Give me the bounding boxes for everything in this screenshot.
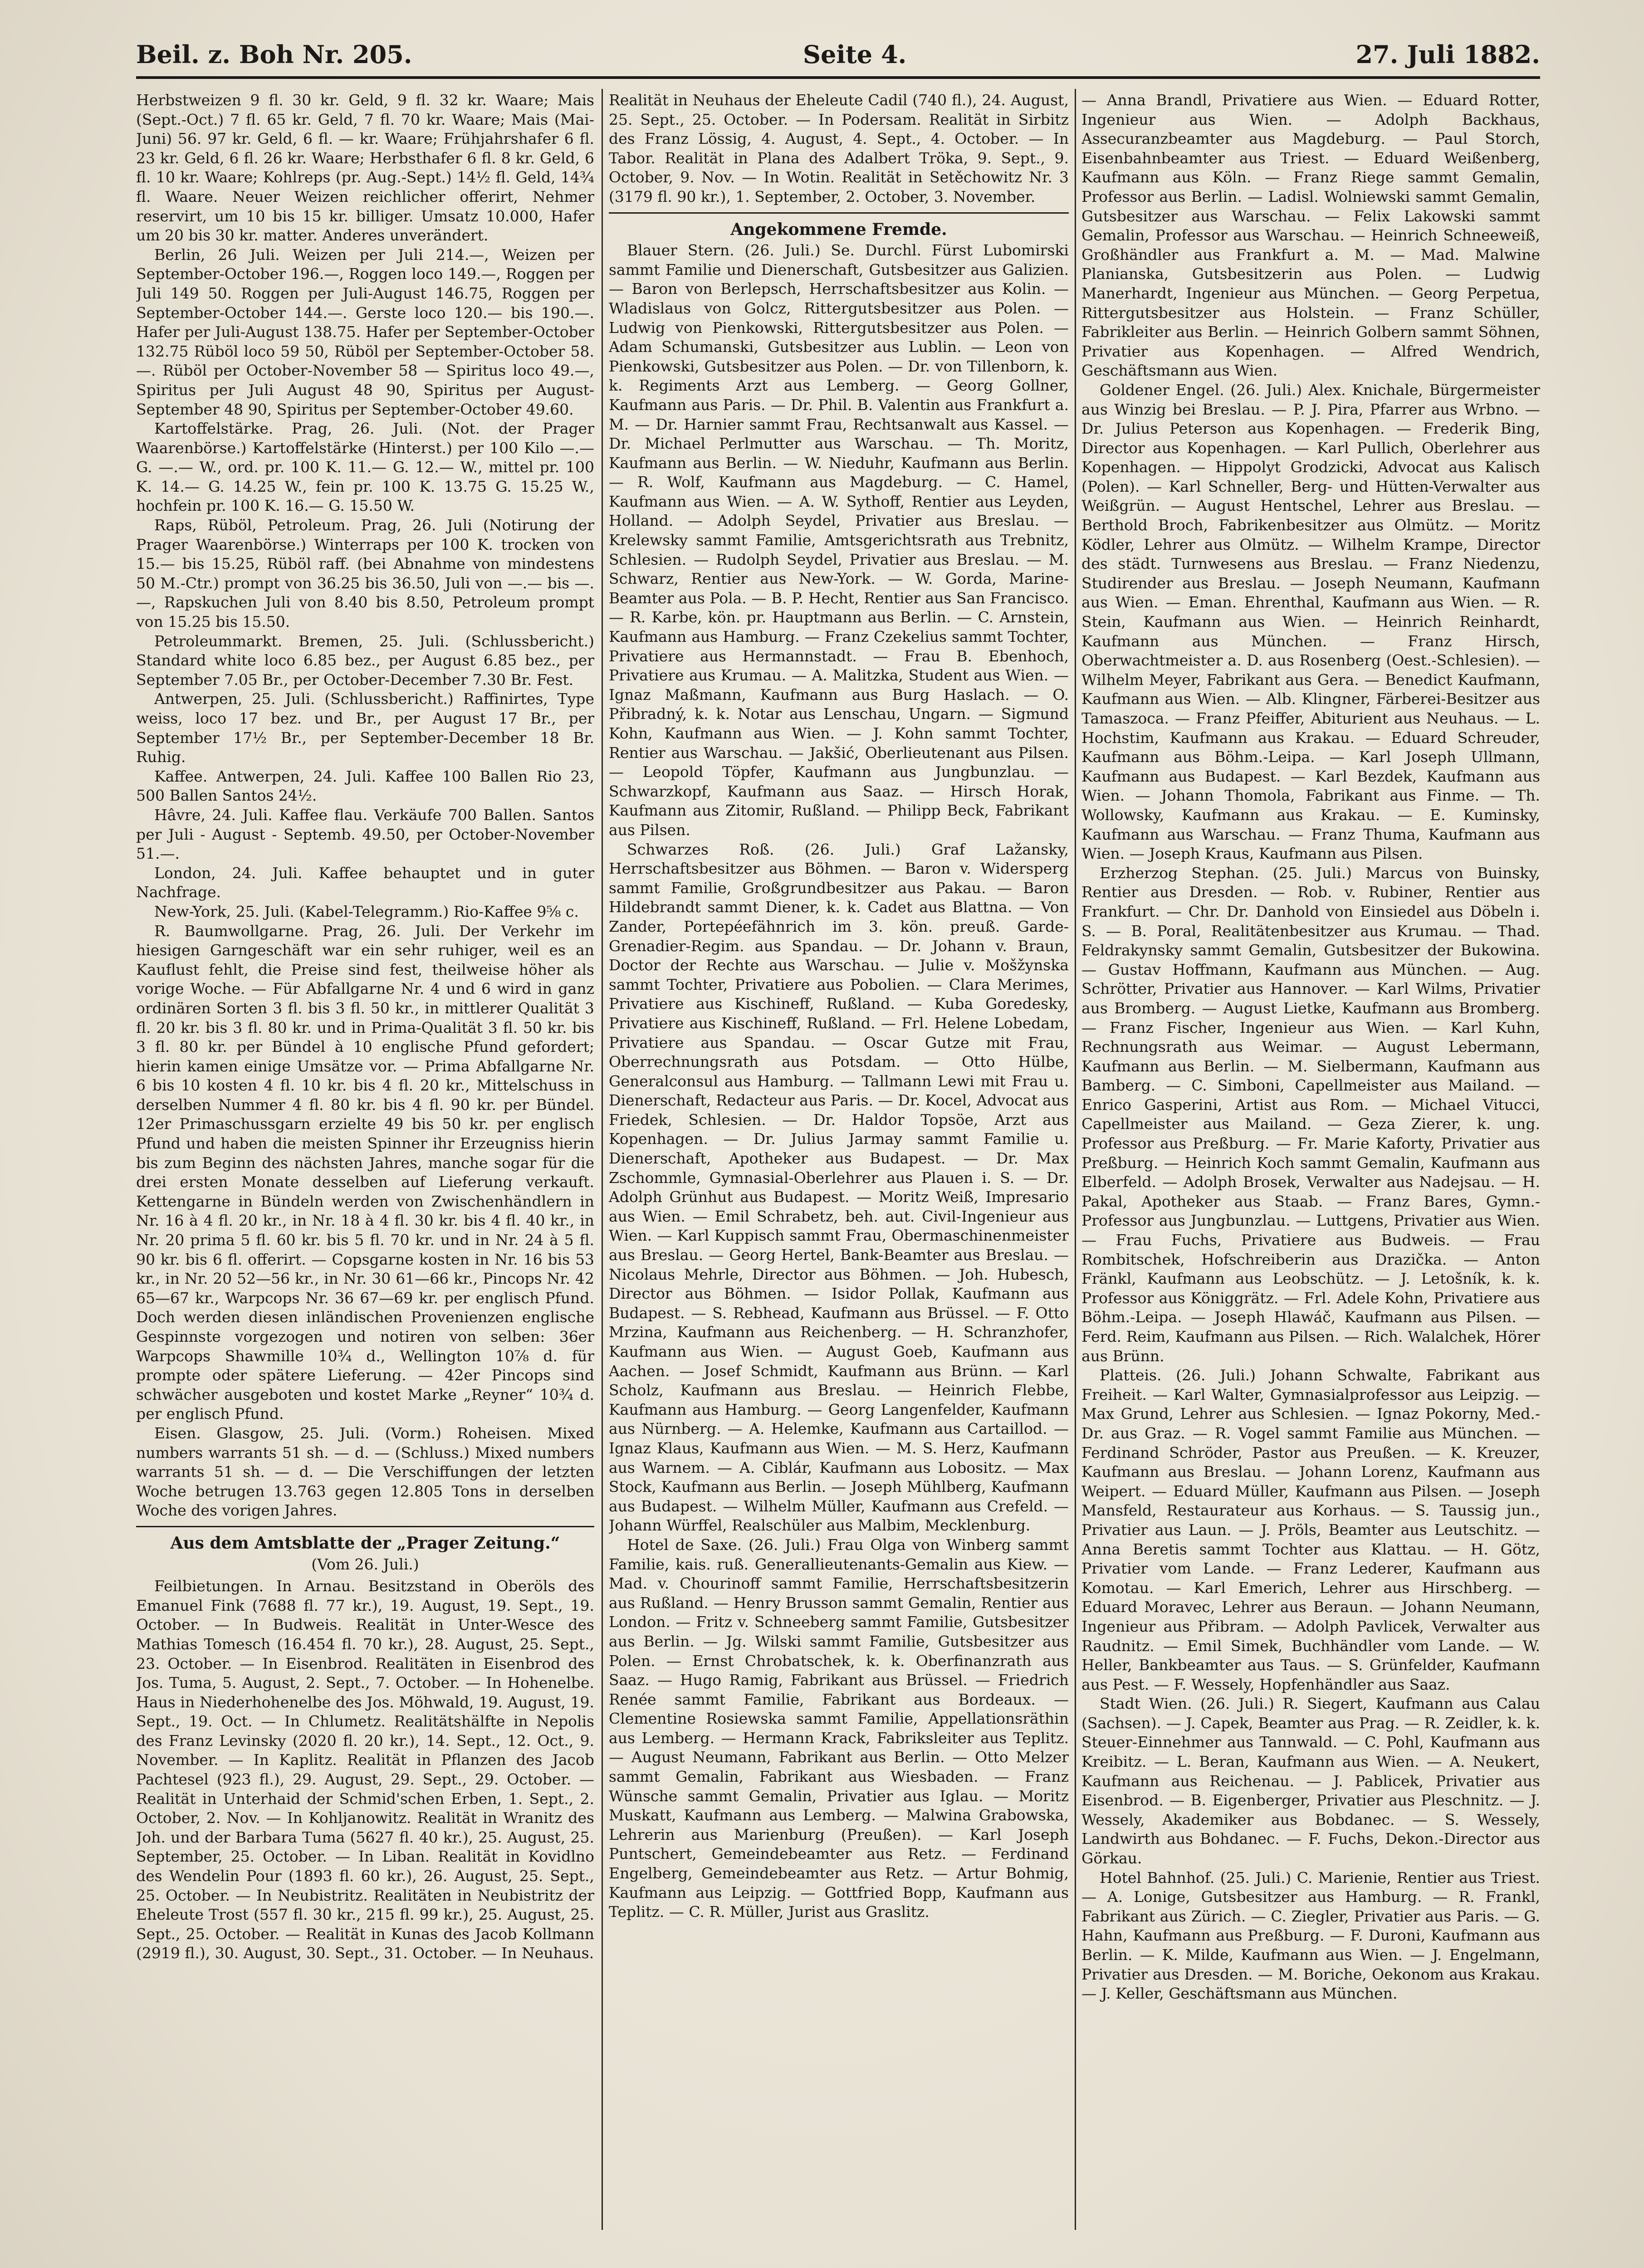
hotel-list-continued: — Anna Brandl, Privatiere aus Wien. — Eduard Rotter, Ingenieur aus Wien. — Adolph Backhaus, Assecuranzbeamter aus Magdeburg. — Paul Storch, Eisenbahnbeamter aus Triest. — Eduard Weißenberg, Kaufmann aus Köln. — Franz Riege sammt Gemalin, Professor aus Berlin. — Ladisl. Wolniewski sammt Gemalin, Gutsbesitzer aus Warschau. — Felix Lakowski sammt Gemalin, Professor aus Warschau. — Heinrich Schneeweiß, Großhändler aus Frankfurt a. M. — Mad. Malwine Planianska, Gutsbesitzerin aus Polen. — Ludwig Manerhardt, Ingenieur aus München. — Georg Perpetua, Rittergutsbesitzer aus Holstein. — Franz Schüller, Fabrikleiter aus Berlin. — Heinrich Golbern sammt Söhnen, Privatier aus Kopenhagen. — Alfred Wendrich, Geschäftsmann aus Wien.	[1081, 91, 1540, 380]
fremde-title: Angekommene Fremde.	[730, 220, 947, 239]
section-rule	[609, 212, 1069, 214]
market-report: Kaffee. Antwerpen, 24. Juli. Kaffee 100 Ballen Rio 23, 500 Ballen Santos 24½.	[136, 767, 594, 805]
column-3	[1081, 91, 1540, 2223]
page-header	[136, 35, 1540, 76]
header-rule	[136, 76, 1540, 79]
feilbietungen-continued: Realität in Neuhaus der Eheleute Cadil (740 fl.), 24. August, 25. Sept., 25. October. — In Podersam. Realität in Sirbitz des Franz Lössig, 4. August, 4. Sept., 4. October. — In Tabor. Realität in Plana des Adalbert Tröka, 9. Sept., 9. October, 9. Nov. — In Wotin. Realität in Setěchowitz Nr. 3 (3179 fl. 90 kr.), 1. September, 2. October, 3. November.	[609, 91, 1069, 205]
amtsblatt-text: Feilbietungen. In Arnau. Besitzstand in Oberöls des Emanuel Fink (7688 fl. 77 kr.), 19. August, 19. Sept., 19. October. — In Budweis. Realität in Unter-Wesce des Mathias Tomesch (16.454 fl. 70 kr.), 28. August, 25. Sept., 23. October. — In Eisenbrod. Realitäten in Eisenbrod des Jos. Tuma, 5. August, 2. Sept., 7. October. — In Hohenelbe. Haus in Niederhohenelbe des Jos. Möhwald, 19. August, 19. Sept., 19. Oct. — In Chlumetz. Realitätshälfte in Nepolis des Franz Levinsky (2020 fl. 20 kr.), 14. Sept., 12. Oct., 9. November. — In Kaplitz. Realität in Pflanzen des Jacob Pachtesel (923 fl.), 29. August, 29. Sept., 29. October. — Realität in Unterhaid der Schmid'schen Erben, 1. Sept., 2. October, 2. Nov. — In Kohljanowitz. Realität in Wranitz des Joh. und der Barbara Tuma (5627 fl. 40 kr.), 25. August, 25. September, 25. October. — In Liban. Realität in Kovidlno des Wendelin Pour (1893 fl. 60 kr.), 26. August, 25. Sept., 25. October. — In Neubistritz. Realitäten in Neubistritz der Eheleute Trost (557 fl. 30 kr., 215 fl. 99 kr.), 25. August, 25. Sept., 25. October. — Realität in Kunas des Jacob Kollmann (2919 fl.), 30. August, 30. Sept., 31. October. — In Neuhaus.	[136, 1577, 594, 1962]
hotel-erzherzog-stephan: Erzherzog Stephan. (25. Juli.) Marcus von Buinsky, Rentier aus Dresden. — Rob. v. Rubiner, Rentier aus Frankfurt. — Chr. Dr. Danhold von Einsiedel aus Döbeln i. S. — B. Poral, Realitätenbesitzer aus Krumau. — Thad. Feldrakynsky sammt Gemalin, Gutsbesitzer der Bukowina. — Gustav Hoffmann, Kaufmann aus München. — Aug. Schrötter, Privatier aus Hannover. — Karl Wilms, Privatier aus Bromberg. — August Lietke, Kaufmann aus Bromberg. — Franz Fischer, Ingenieur aus Wien. — Karl Kuhn, Rechnungsrath aus Weimar. — August Lebermann, Kaufmann aus Berlin. — M. Sielbermann, Kaufmann aus Bamberg. — C. Simboni, Capellmeister aus Mailand. — Enrico Gasperini, Artist aus Rom. — Michael Vitucci, Capellmeister aus Mailand. — Geza Zierer, k. ung. Professor aus Preßburg. — Fr. Marie Kaforty, Privatier aus Preßburg. — Heinrich Koch sammt Gemalin, Kaufmann aus Elberfeld. — Adolph Brosek, Verwalter aus Nadejsau. — H. Pakal, Apotheker aus Staab. — Franz Bares, Gymn.-Professor aus Jungbunzlau. — Luttgens, Privatier aus Wien. — Frau Fuchs, Privatiere aus Budweis. — Frau Rombitschek, Hofschreiberin aus Drazička. — Anton Fränkl, Kaufmann aus Leobschütz. — J. Letošník, k. k. Professor aus Königgrätz. — Frl. Adele Kohn, Privatiere aus Böhm.-Leipa. — Joseph Hlawáč, Kaufmann aus Pilsen. — Ferd. Reim, Kaufmann aus Pilsen. — Rich. Walalchek, Hörer aus Brünn.	[1081, 864, 1540, 1365]
section-rule	[136, 1526, 594, 1527]
market-report: Kartoffelstärke. Prag, 26. Juli. (Not. der Prager Waarenbörse.) Kartoffelstärke (Hinterst.) per 100 Kilo —.— G. —.— W., ord. pr. 100 K. 11.— G. 12.— W., mittel pr. 100 K. 14.— G. 14.25 W., fein pr. 100 K. 13.75 G. 15.25 W., hochfein pr. 100 K. 16.— G. 15.50 W.	[136, 420, 594, 515]
column-divider	[602, 89, 603, 2230]
page-number: Seite 4.	[803, 40, 907, 69]
hotel-blauer-stern: Blauer Stern. (26. Juli.) Se. Durchl. Fürst Lubomirski sammt Familie und Dienerschaft, Gutsbesitzer aus Galizien. — Baron von Berlepsch, Herrschaftsbesitzer aus Kolin. — Wladislaus von Golcz, Rittergutsbesitzer aus Polen. — Ludwig von Pienkowski, Rittergutsbesitzer aus Polen. — Adam Schumanski, Gutsbesitzer aus Lublin. — Leon von Pienkowski, Gutsbesitzer aus Polen. — Dr. von Tillenborn, k. k. Regiments Arzt aus Lemberg. — Georg Gollner, Kaufmann aus Paris. — Dr. Phil. B. Valentin aus Frankfurt a. M. — Dr. Harnier sammt Frau, Rechtsanwalt aus Kassel. — Dr. Michael Perlmutter aus Warschau. — Th. Moritz, Kaufmann aus Berlin. — W. Nieduhr, Kaufmann aus Berlin. — R. Wolf, Kaufmann aus Magdeburg. — C. Hamel, Kaufmann aus Wien. — A. W. Sythoff, Rentier aus Leyden, Holland. — Adolph Seydel, Privatier aus Breslau. — Krelewsky sammt Familie, Amtsgerichtsrath aus Trebnitz, Schlesien. — Rudolph Seydel, Privatier aus Breslau. — M. Schwarz, Rentier aus New-York. — W. Gorda, Marine-Beamter aus Pola. — B. P. Hecht, Rentier aus San Francisco. — R. Karbe, kön. pr. Hauptmann aus Berlin. — C. Arnstein, Kaufmann aus Hamburg. — Franz Czekelius sammt Tochter, Privatiere aus Hermannstadt. — Frau B. Ebenhoch, Privatiere aus Krumau. — A. Malitzka, Student aus Wien. — Ignaz Maßmann, Kaufmann aus Burg Haslach. — O. Přibradný, k. k. Notar aus Lenschau, Ungarn. — Sigmund Kohn, Kaufmann aus Wien. — J. Kohn sammt Tochter, Rentier aus Warschau. — Jakšić, Oberlieutenant aus Pilsen. — Leopold Töpfer, Kaufmann aus Jungbunzlau. — Schwarzkopf, Kaufmann aus Saaz. — Hirsch Horak, Kaufmann aus Zitomir, Rußland. — Philipp Beck, Fabrikant aus Pilsen.	[609, 241, 1069, 839]
column-divider	[1075, 89, 1076, 2230]
market-report: Raps, Rüböl, Petroleum. Prag, 26. Juli (Notirung der Prager Waarenbörse.) Winterraps per 100 K. trocken von 15.— bis 15.25, Rüböl raff. (bei Abnahme von mindestens 50 M.-Ctr.) prompt von 36.25 bis 36.50, Juli von —.— bis —.—, Rapskuchen Juli von 8.40 bis 8.50, Petroleum prompt von 15.25 bis 15.50.	[136, 516, 594, 631]
column-2	[609, 91, 1069, 2223]
market-report: Herbstweizen 9 fl. 30 kr. Geld, 9 fl. 32 kr. Waare; Mais (Sept.-Oct.) 7 fl. 65 kr. Geld, 7 fl. 70 kr. Waare; Mais (Mai-Juni) 56. 97 kr. Geld, 6 fl. — kr. Waare; Frühjahrshafer 6 fl. 23 kr. Geld, 6 fl. 26 kr. Waare; Herbsthafer 6 fl. 8 kr. Geld, 6 fl. 10 kr. Waare; Kohlreps (pr. Aug.-Sept.) 14½ fl. Geld, 14¾ fl. Waare. Neuer Weizen reichlicher offerirt, Nehmer reservirt, um 10 bis 15 kr. billiger. Umsatz 10.000, Hafer um 20 bis 30 kr. matter. Anderes unverändert.	[136, 91, 594, 244]
column-1	[136, 91, 594, 2223]
issue-label: Beil. z. Boh Nr. 205.	[136, 40, 412, 69]
market-report: Berlin, 26 Juli. Weizen per Juli 214.—, Weizen per September-October 196.—, Roggen loco 149.—, Roggen per Juli 149 50. Roggen per Juli-August 146.75, Roggen per September-October 144.—. Gerste loco 120.— bis 190.—. Hafer per Juli-August 138.75. Hafer per September-October 132.75 Rüböl loco 59 50, Rüböl per September-October 58.—. Rüböl per October-November 58 — Spiritus loco 49.—, Spiritus per Juli August 48 90, Spiritus per August-September 48 90, Spiritus per September-October 49.60.	[136, 245, 594, 418]
market-report: Hâvre, 24. Juli. Kaffee flau. Verkäufe 700 Ballen. Santos per Juli - August - Septemb. 49.50, per October-November 51.—.	[136, 806, 594, 863]
hotel-goldener-engel: Goldener Engel. (26. Juli.) Alex. Knichale, Bürgermeister aus Winzig bei Breslau. — P. J. Pira, Pfarrer aus Wrbno. — Dr. Julius Peterson aus Kopenhagen. — Frederik Bing, Director aus Kopenhagen. — Karl Pullich, Oberlehrer aus Kopenhagen. — Hippolyt Grodzicki, Advocat aus Kalisch (Polen). — Karl Schneller, Berg- und Hütten-Verwalter aus Weißgrün. — August Hentschel, Lehrer aus Breslau. — Berthold Broch, Fabrikenbesitzer aus Olmütz. — Moritz Ködler, Lehrer aus Olmütz. — Wilhelm Krampe, Director des städt. Turnwesens aus Breslau. — Franz Niedenzu, Studirender aus Breslau. — Joseph Neumann, Kaufmann aus Wien. — Eman. Ehrenthal, Kaufmann aus Wien. — R. Stein, Kaufmann aus Wien. — Heinrich Reinhardt, Kaufmann aus München. — Franz Hirsch, Oberwachtmeister a. D. aus Rosenberg (Oest.-Schlesien). — Wilhelm Meyer, Fabrikant aus Gera. — Benedict Kaufmann, Kaufmann aus Wien. — Alb. Klingner, Färberei-Besitzer aus Tamaszoca. — Franz Pfeiffer, Abiturient aus Neuhaus. — L. Hochstim, Kaufmann aus Krakau. — Eduard Schreuder, Kaufmann aus Böhm.-Leipa. — Karl Joseph Ullmann, Kaufmann aus Budapest. — Karl Bezdek, Kaufmann aus Wien. — Johann Thomola, Fabrikant aus Finme. — Th. Wollowsky, Kaufmann aus Krakau. — E. Kuminsky, Kaufmann aus Warschau. — Franz Thuma, Kaufmann aus Wien. — Joseph Kraus, Kaufmann aus Pilsen.	[1081, 381, 1540, 863]
market-report: New-York, 25. Juli. (Kabel-Telegramm.) Rio-Kaffee 9⅝ c.	[154, 902, 579, 920]
hotel-platteis: Platteis. (26. Juli.) Johann Schwalte, Fabrikant aus Freiheit. — Karl Walter, Gymnasialprofessor aus Leipzig. — Max Grund, Lehrer aus Schlesien. — Ignaz Pokorny, Med.-Dr. aus Graz. — R. Vogel sammt Familie aus München. — Ferdinand Schröder, Pastor aus Preußen. — K. Kreuzer, Kaufmann aus Breslau. — Johann Lorenz, Kaufmann aus Weipert. — Eduard Müller, Kaufmann aus Pilsen. — Joseph Mansfeld, Restaurateur aus Korhaus. — S. Taussig jun., Privatier aus Laun. — J. Pröls, Beamter aus Leutschitz. — Anna Beretis sammt Tochter aus Klattau. — H. Götz, Privatier vom Lande. — Franz Lederer, Kaufmann aus Komotau. — Karl Emerich, Lehrer aus Hirschberg. — Eduard Moravec, Lehrer aus Beraun. — Johann Neumann, Ingenieur aus Přibram. — Adolph Pavlicek, Verwalter aus Raudnitz. — Emil Simek, Buchhändler vom Lande. — W. Heller, Bankbeamter aus Taus. — S. Grünfelder, Kaufmann aus Pest. — F. Wessely, Hopfenhändler aus Saaz.	[1081, 1366, 1540, 1693]
issue-date: 27. Juli 1882.	[1355, 40, 1540, 69]
market-reports	[136, 91, 594, 1520]
market-report: Eisen. Glasgow, 25. Juli. (Vorm.) Roheisen. Mixed numbers warrants 51 sh. — d. — (Schluss.) Mixed numbers warrants 51 sh. — d. — Die Verschiffungen der letzten Woche betrugen 13.763 gegen 12.805 Tons in derselben Woche des vorigen Jahres.	[136, 1424, 594, 1520]
market-report: R. Baumwollgarne. Prag, 26. Juli. Der Verkehr im hiesigen Garngeschäft war ein sehr ruhiger, weil es an Kauflust fehlt, die Preise sind fest, theilweise höher als vorige Woche. — Für Abfallgarne Nr. 4 und 6 wird in ganz ordinären Sorten 3 fl. bis 3 fl. 50 kr., in mittlerer Qualität 3 fl. 20 kr. bis 3 fl. 80 kr. und in Prima-Qualität 3 fl. 50 kr. bis 3 fl. 80 kr. per Bündel à 10 englische Pfund gefordert; hierin kamen einige Umsätze vor. — Prima Abfallgarne Nr. 6 bis 10 kosten 4 fl. 10 kr. bis 4 fl. 20 kr., Mittelschuss in derselben Nummer 4 fl. 80 kr. bis 4 fl. 90 kr. per Bündel. 12er Primaschussgarn erzielte 49 bis 50 kr. per englisch Pfund und haben die meisten Spinner ihr Erzeugniss hierin bis zum Beginn des nächsten Jahres, manche sogar für die drei ersten Monate desselben auf Lieferung verkauft. Kettengarne in Bündeln werden von Zwischenhändlern in Nr. 16 à 4 fl. 20 kr., in Nr. 18 à 4 fl. 30 kr. bis 4 fl. 40 kr., in Nr. 20 prima 5 fl. 60 kr. bis 5 fl. 70 kr. und in Nr. 24 à 5 fl. 90 kr. bis 6 fl. offerirt. — Copsgarne kosten in Nr. 16 bis 53 kr., in Nr. 20 52—56 kr., in Nr. 30 61—66 kr., Pincops Nr. 42 65—67 kr., Warpcops Nr. 36 67—69 kr. per englisch Pfund. Doch werden diesen inländischen Provenienzen englische Gespinnste vorgezogen und notiren von selben: 36er Warpcops Shawmille 10¾ d., Wellington 10⅞ d. für prompte oder spätere Lieferung. — 42er Pincops sind schwächer ausgeboten und kostet Marke „Reyner“ 10¾ d. per englisch Pfund.	[136, 922, 594, 1423]
market-report: London, 24. Juli. Kaffee behauptet und in guter Nachfrage.	[136, 864, 594, 901]
hotel-bahnhof: Hotel Bahnhof. (25. Juli.) C. Marienie, Rentier aus Triest. — A. Lonige, Gutsbesitzer aus Hamburg. — R. Frankl, Fabrikant aus Zürich. — C. Ziegler, Privatier aus Paris. — G. Hahn, Kaufmann aus Preßburg. — F. Duroni, Kaufmann aus Berlin. — K. Milde, Kaufmann aus Wien. — J. Engelmann, Privatier aus Dresden. — M. Boriche, Oekonom aus Krakau. — J. Keller, Geschäftsmann aus München.	[1081, 1868, 1540, 2003]
amtsblatt-title: Aus dem Amtsblatte der „Prager Zeitung.“	[170, 1533, 560, 1553]
hotel-stadt-wien: Stadt Wien. (26. Juli.) R. Siegert, Kaufmann aus Calau (Sachsen). — J. Capek, Beamter aus Prag. — R. Zeidler, k. k. Steuer-Einnehmer aus Tannwald. — C. Pohl, Kaufmann aus Kreibitz. — L. Beran, Kaufmann aus Wien. — A. Neukert, Kaufmann aus Reichenau. — J. Pablicek, Privatier aus Eisenbrod. — B. Eigenberger, Privatier aus Pleschnitz. — J. Wessely, Akademiker aus Bobdanec. — S. Wessely, Landwirth aus Bohdanec. — F. Fuchs, Dekon.-Director aus Görkau.	[1081, 1695, 1540, 1867]
market-report: Antwerpen, 25. Juli. (Schlussbericht.) Raffinirtes, Type weiss, loco 17 bez. und Br., per August 17 Br., per September 17½ Br., per September-December 18 Br. Ruhig.	[136, 690, 594, 766]
market-report: Petroleummarkt. Bremen, 25. Juli. (Schlussbericht.) Standard white loco 6.85 bez., per August 6.85 bez., per September 7.05 Br., per October-December 7.30 Br. Fest.	[136, 632, 594, 689]
hotel-de-saxe: Hotel de Saxe. (26. Juli.) Frau Olga von Winberg sammt Familie, kais. ruß. Generallieutenants-Gemalin aus Kiew. — Mad. v. Chourinoff sammt Familie, Herrschaftsbesitzerin aus Rußland. — Henry Brusson sammt Gemalin, Rentier aus London. — Fritz v. Schneeberg sammt Familie, Gutsbesitzer aus Berlin. — Jg. Wilski sammt Familie, Gutsbesitzer aus Polen. — Ernst Chrobatschek, k. k. Oberfinanzrath aus Saaz. — Hugo Ramig, Fabrikant aus Brüssel. — Friedrich Renée sammt Familie, Fabrikant aus Bordeaux. — Clementine Rosiewska sammt Familie, Appellationsräthin aus Lemberg. — Hermann Krack, Fabriksleiter aus Teplitz. — August Neumann, Fabrikant aus Berlin. — Otto Melzer sammt Gemalin, Fabrikant aus Wiesbaden. — Franz Wünsche sammt Gemalin, Privatier aus Iglau. — Moritz Muskatt, Kaufmann aus Lemberg. — Malwina Grabowska, Lehrerin aus Marienburg (Preußen). — Karl Joseph Puntschert, Gemeindebeamter aus Retz. — Ferdinand Engelberg, Gemeindebeamter aus Retz. — Artur Bohmig, Kaufmann aus Leipzig. — Gottfried Bopp, Kaufmann aus Teplitz. — C. R. Müller, Jurist aus Graslitz.	[609, 1535, 1069, 1921]
amtsblatt-date: (Vom 26. Juli.)	[311, 1555, 419, 1573]
hotel-schwarzes-ross: Schwarzes Roß. (26. Juli.) Graf Lažansky, Herrschaftsbesitzer aus Böhmen. — Baron v. Widersperg sammt Familie, Großgrundbesitzer aus Pakau. — Baron Hildebrandt sammt Diener, k. k. Cadet aus Blattna. — Von Zander, Portepéefähnrich im 3. kön. preuß. Garde-Grenadier-Regim. aus Spandau. — Dr. Johann v. Braun, Doctor der Rechte aus Warschau. — Julie v. Mošžynska sammt Tochter, Privatiere aus Pobolien. — Clara Merimes, Privatiere aus Kischineff, Rußland. — Kuba Goredesky, Privatiere aus Kischineff, Rußland. — Frl. Helene Lobedam, Privatiere aus Spandau. — Oscar Gutze mit Frau, Oberrechnungsrath aus Potsdam. — Otto Hülbe, Generalconsul aus Hamburg. — Tallmann Lewi mit Frau u. Dienerschaft, Redacteur aus Paris. — Dr. Kocel, Advocat aus Friedek, Schlesien. — Dr. Haldor Topsöe, Arzt aus Kopenhagen. — Dr. Julius Jarmay sammt Familie u. Dienerschaft, Apotheker aus Budapest. — Dr. Max Zschommle, Gymnasial-Oberlehrer aus Plauen i. S. — Dr. Adolph Grünhut aus Budapest. — Moritz Weiß, Impresario aus Wien. — Emil Schrabetz, beh. aut. Civil-Ingenieur aus Wien. — Karl Kuppisch sammt Frau, Obermaschinenmeister aus Breslau. — Georg Hertel, Bank-Beamter aus Breslau. — Nicolaus Mehrle, Director aus Böhmen. — Joh. Hubesch, Director aus Böhmen. — Isidor Pollak, Kaufmann aus Budapest. — S. Rebhead, Kaufmann aus Brüssel. — F. Otto Mrzina, Kaufmann aus Reichenberg. — H. Schranzhofer, Kaufmann aus Wien. — August Goeb, Kaufmann aus Aachen. — Josef Schmidt, Kaufmann aus Brünn. — Karl Scholz, Kaufmann aus Breslau. — Heinrich Flebbe, Kaufmann aus Hamburg. — Georg Langenfelder, Kaufmann aus Nürnberg. — A. Helemke, Kaufmann aus Cartaillod. — Ignaz Klaus, Kaufmann aus Wien. — M. S. Herz, Kaufmann aus Warnem. — A. Ciblár, Kaufmann aus Lobositz. — Max Stock, Kaufmann aus Berlin. — Joseph Mühlberg, Kaufmann aus Budapest. — Wilhelm Müller, Kaufmann aus Crefeld. — Johann Würffel, Realschüler aus Malbim, Mecklenburg.	[609, 840, 1069, 1535]
